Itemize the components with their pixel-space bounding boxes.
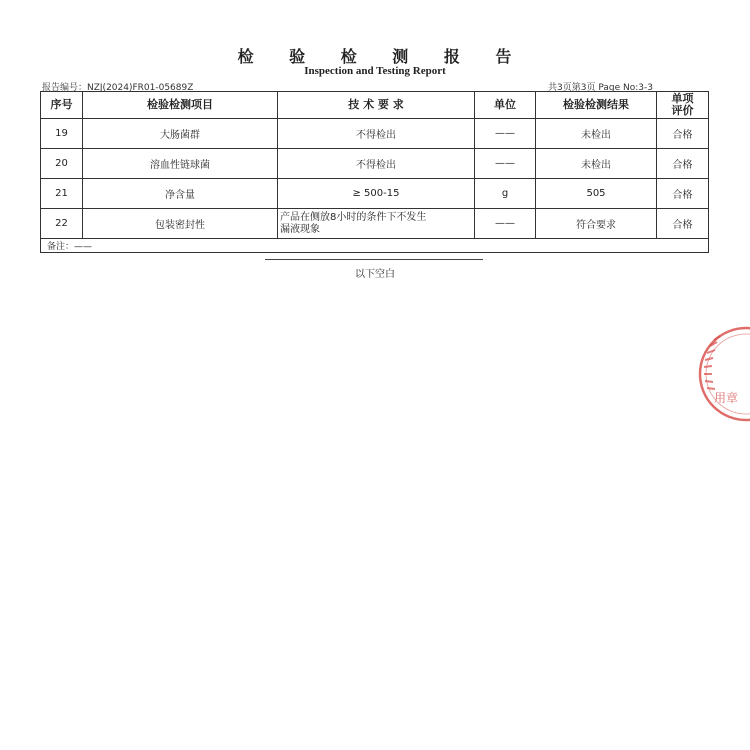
cell-unit: —— [475,209,536,239]
cell-item: 净含量 [83,179,278,209]
cell-no: 21 [41,179,83,209]
cell-item: 溶血性链球菌 [83,149,278,179]
official-seal [694,322,750,426]
header-unit: 单位 [475,92,536,119]
header-requirement: 技 术 要 求 [278,92,475,119]
cell-no: 22 [41,209,83,239]
cell-item: 包装密封性 [83,209,278,239]
table-row [41,179,709,209]
cell-no: 19 [41,119,83,149]
cell-requirement [278,209,475,239]
report-subtitle: Inspection and Testing Report [304,65,446,77]
cell-result: 未检出 [536,119,657,149]
table-row [41,119,709,149]
cell-unit: —— [475,149,536,179]
cell-result: 未检出 [536,149,657,179]
cell-requirement: 不得检出 [278,119,475,149]
report-number: 报告编号：NZJ(2024)FR01-05689Z [42,83,194,93]
cell-unit: g [475,179,536,209]
page-info: 共3页第3页 Page No:3-3 [548,83,653,93]
cell-evaluation: 合格 [657,209,709,239]
remark-cell: 备注：—— [41,239,709,253]
table-row [41,149,709,179]
report-title: 检 验 检 测 报 告 [237,47,527,66]
remark-row [41,239,709,253]
cell-unit: —— [475,119,536,149]
table-header-row [41,92,709,119]
cell-item: 大肠菌群 [83,119,278,149]
cell-requirement: ≥ 500-15 [278,179,475,209]
cell-evaluation: 合格 [657,119,709,149]
inspection-table [40,91,709,253]
cell-result: 符合要求 [536,209,657,239]
cell-requirement-line2: 漏液现象 [280,223,320,235]
cell-evaluation: 合格 [657,149,709,179]
header-evaluation-line2: 评价 [671,104,694,117]
header-result: 检验检测结果 [536,92,657,119]
header-evaluation [657,92,709,119]
cell-result: 505 [536,179,657,209]
end-of-report-text: 以下空白 [355,269,395,280]
seal-text: 用章 [714,391,739,405]
header-evaluation-line1: 单项 [671,92,694,105]
cell-evaluation: 合格 [657,179,709,209]
cell-no: 20 [41,149,83,179]
header-no: 序号 [41,92,83,119]
cell-requirement: 不得检出 [278,149,475,179]
table-row [41,209,709,239]
end-divider [265,259,483,260]
cell-requirement-line1: 产品在侧放8小时的条件下不发生 [280,211,427,223]
header-item: 检验检测项目 [83,92,278,119]
